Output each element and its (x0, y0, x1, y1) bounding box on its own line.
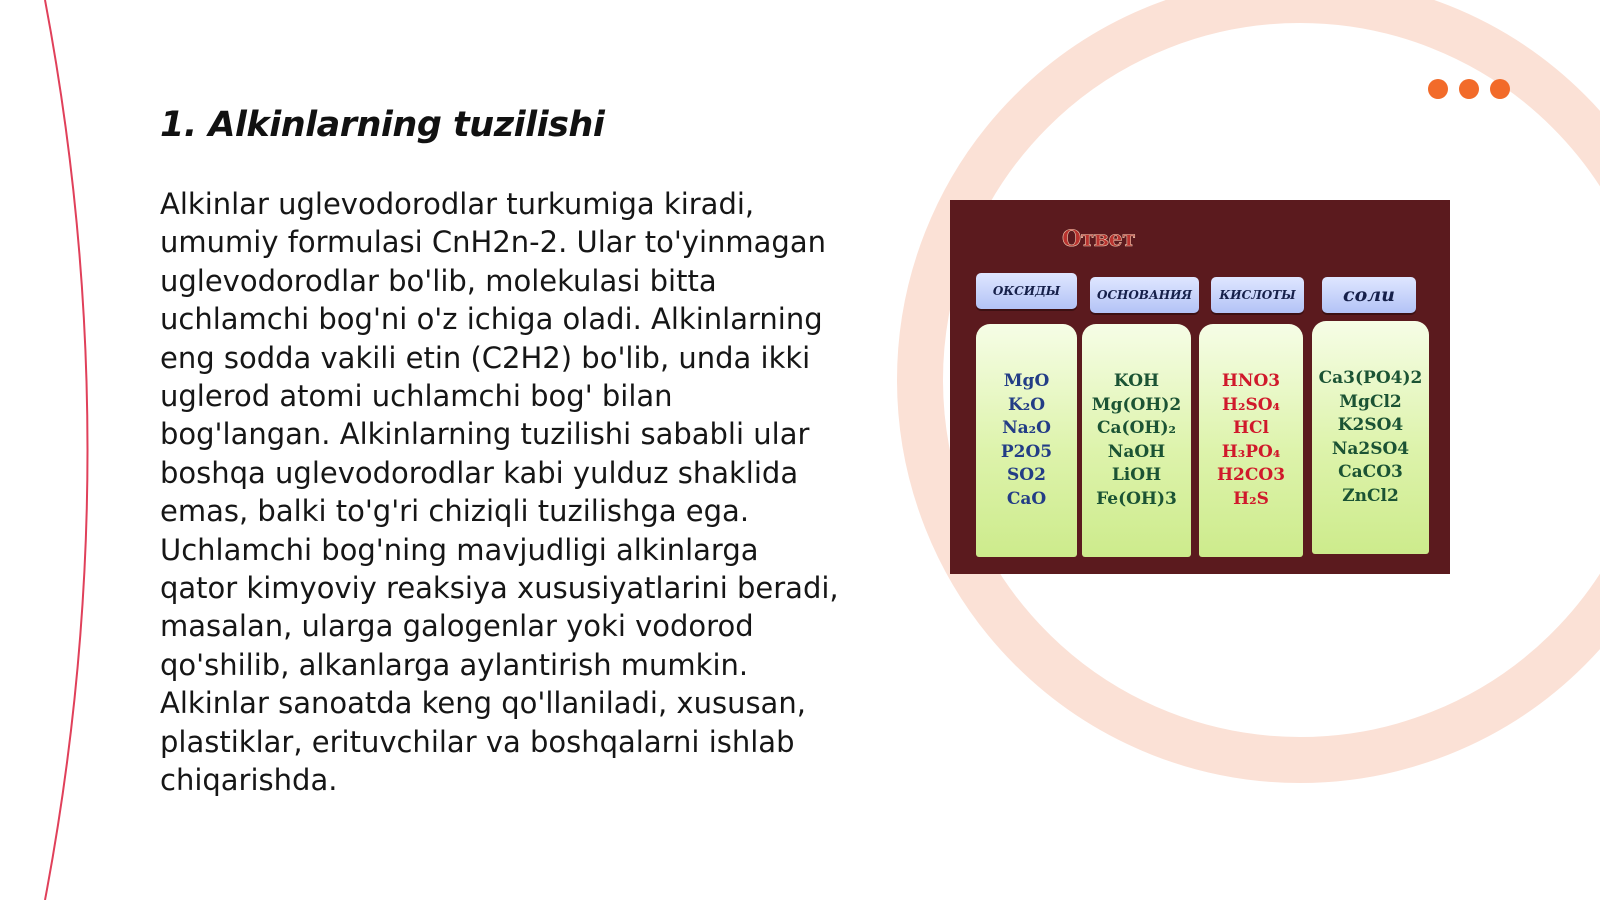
dot-icon (1490, 79, 1510, 99)
column-bases (1082, 324, 1191, 557)
base-item: LiOH (1111, 465, 1162, 485)
oxide-item: SO2 (1007, 465, 1046, 485)
slide-title: 1. Alkinlarning tuzilishi (160, 105, 605, 145)
column-header-oxides: ОКСИДЫ (976, 273, 1077, 309)
base-item: NaOH (1107, 441, 1166, 462)
acid-item: H₂SO₄ (1221, 394, 1281, 415)
oxide-item: Na₂O (1002, 418, 1051, 438)
acid-item: H₃PO₄ (1221, 441, 1281, 462)
image-title: Ответ (1062, 226, 1136, 252)
column-oxides (976, 324, 1077, 557)
oxide-item: CaO (1006, 488, 1047, 509)
salt-item: Na2SO4 (1331, 438, 1410, 459)
base-item: Ca(OH)₂ (1097, 418, 1176, 438)
salt-item: ZnCl2 (1342, 485, 1399, 506)
decorative-dots (1428, 79, 1510, 99)
acid-item: H2CO3 (1216, 465, 1286, 485)
decorative-left-line (45, 0, 88, 900)
column-salts (1312, 321, 1429, 554)
column-header-salts: соли (1322, 277, 1416, 313)
base-item: KOH (1113, 371, 1160, 391)
slide-body-text: Alkinlar uglevodorodlar turkumiga kiradi, umumiy formulasi CnH2n-2. Ular to'yinmagan uglevodorodlar bo'lib, molekulasi bitta uchlamchi bog'ni o'z ichiga oladi. Alkinlarning eng sodda vakili etin (C2H2) bo'lib, unda ikki uglerod atomi uchlamchi bog' bilan bog'langan. Alkinlarning tuzilishi sababli ular boshqa uglevodorodlar kabi yulduz shaklida emas, balki to'g'ri chiziqli tuzilishga ega. Uchlamchi bog'ning mavjudligi alkinlarga qator kimyoviy reaksiya xususiyatlarini beradi, masalan, ularga galogenlar yoki vodorod qo'shilib, alkanlarga aylantirish mumkin. Alkinlar sanoatda keng qo'llaniladi, xususan, plastiklar, erituvchilar va boshqalarni ishlab chiqarishda. (160, 187, 839, 798)
column-acids (1199, 324, 1303, 557)
oxide-item: K₂O (1007, 394, 1046, 415)
acid-item: HNO3 (1221, 371, 1281, 391)
oxide-item: P2O5 (1000, 441, 1053, 462)
base-item: Fe(OH)3 (1096, 488, 1177, 509)
salt-item: Ca3(PO4)2 (1318, 368, 1423, 388)
acid-item: H₂S (1233, 488, 1269, 509)
base-item: Mg(OH)2 (1091, 394, 1182, 415)
dot-icon (1459, 79, 1479, 99)
column-header-acids: КИСЛОТЫ (1211, 277, 1304, 313)
oxide-item: MgO (1003, 371, 1050, 391)
column-header-bases: ОСНОВАНИЯ (1090, 277, 1199, 313)
chemistry-table-image (950, 200, 1450, 574)
acid-item: HCl (1232, 418, 1270, 438)
salt-item: MgCl2 (1339, 391, 1402, 412)
dot-icon (1428, 79, 1448, 99)
salt-item: CaCO3 (1338, 462, 1403, 482)
salt-item: K2SO4 (1337, 415, 1404, 435)
